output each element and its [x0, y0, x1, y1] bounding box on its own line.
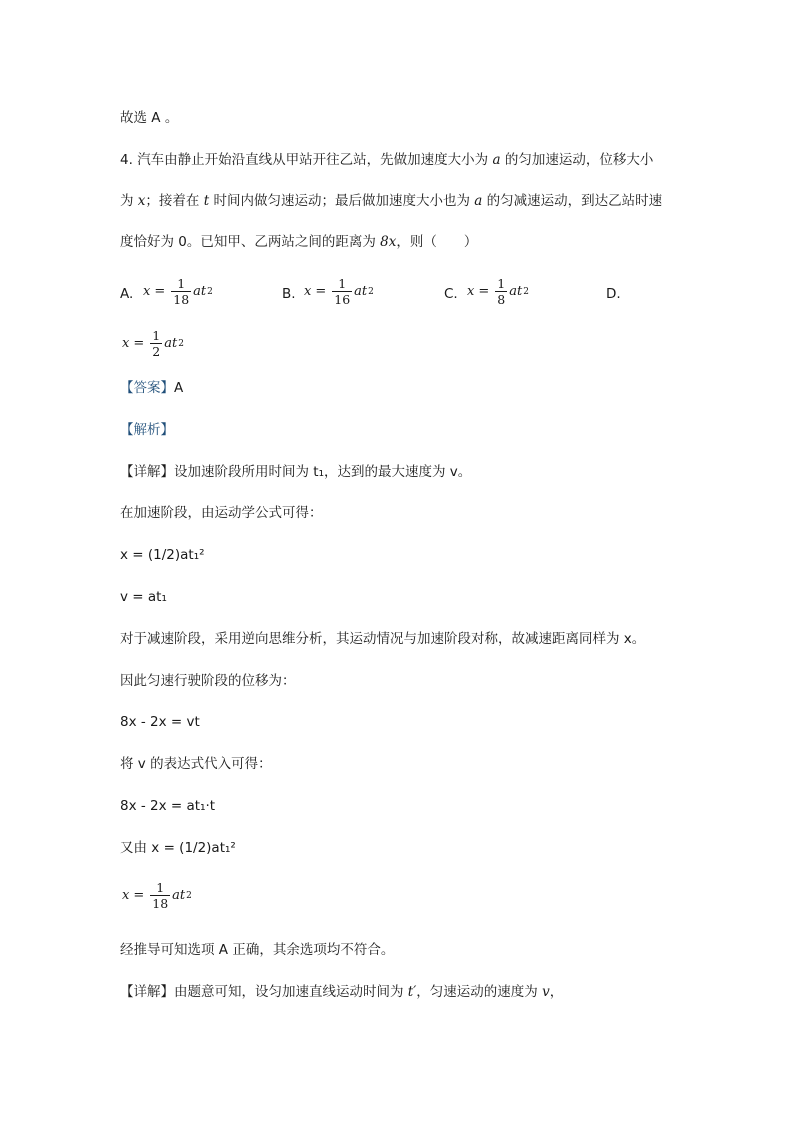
numerator: 1 [177, 276, 186, 291]
detail-line-2 [120, 982, 563, 1002]
formula-rhs: at [164, 336, 178, 351]
answer-line [120, 378, 183, 398]
exponent: 2 [178, 338, 184, 349]
detail-text: 设加速阶段所用时间为 t₁，达到的最大速度为 v。 [174, 464, 472, 480]
exponent: 2 [523, 286, 529, 297]
question-text: 汽车由静止开始沿直线从甲站开往乙站，先做加速度大小为 [137, 152, 493, 168]
equals-sign: = [154, 284, 166, 299]
step-line: 因此匀速行驶阶段的位移为： [120, 673, 296, 689]
fraction [150, 328, 162, 359]
fraction [332, 276, 352, 307]
formula-lhs: x [143, 284, 151, 299]
step-line: 又由 x = (1/2)at₁² [120, 840, 236, 856]
step-line: 对于减速阶段，采用逆向思维分析，其运动情况与加速阶段对称，故减速距离同样为 x。 [120, 631, 646, 647]
numerator: 1 [156, 880, 165, 895]
analysis-tag [120, 420, 174, 440]
equals-sign: = [315, 284, 327, 299]
denominator: 18 [152, 896, 169, 911]
equals-sign: = [478, 284, 490, 299]
detail-text: ， [549, 984, 564, 1000]
question-number: 4. [120, 152, 133, 168]
conclusion-line: 经推导可知选项 A 正确，其余选项均不符合。 [120, 942, 395, 958]
formula-rhs: at [172, 888, 186, 903]
numerator: 1 [152, 328, 161, 343]
fraction [171, 276, 191, 307]
var-x: x [137, 193, 146, 209]
detail-text: ，匀速运动的速度为 [416, 984, 543, 1000]
question-line-2 [120, 191, 662, 211]
formula-lhs: x [304, 284, 312, 299]
fraction [150, 880, 170, 911]
detail-tag: 【详解】 [120, 464, 174, 480]
previous-answer-line: 故选 A 。 [120, 110, 179, 126]
option-d-label: D. [606, 286, 621, 302]
var-v: v [542, 984, 550, 1000]
option-a-formula [143, 276, 213, 307]
exponent: 2 [368, 286, 374, 297]
formula-lhs: x [467, 284, 475, 299]
equals-sign: = [133, 336, 145, 351]
formula-lhs: x [122, 336, 130, 351]
distance-8x: 8x [380, 234, 397, 250]
denominator: 8 [497, 292, 506, 307]
numerator: 1 [338, 276, 347, 291]
result-formula [122, 880, 192, 911]
detail-text: 由题意可知，设匀加速直线运动时间为 [174, 984, 408, 1000]
question-text: 为 [120, 193, 138, 209]
numerator: 1 [497, 276, 506, 291]
question-text: ，则（ ） [396, 234, 478, 250]
question-text: ；接着在 [145, 193, 204, 209]
option-c-label: C. [444, 286, 458, 302]
detail-tag: 【详解】 [120, 984, 174, 1000]
answer-value: A [174, 380, 184, 396]
formula-rhs: at [193, 284, 207, 299]
question-text: 度恰好为 0。已知甲、乙两站之间的距离为 [120, 234, 381, 250]
formula-lhs: x [122, 888, 130, 903]
step-formula: 8x - 2x = at₁·t [120, 798, 216, 814]
option-c-formula [467, 276, 529, 307]
step-line: 将 v 的表达式代入可得： [120, 756, 272, 772]
var-a: a [492, 152, 501, 168]
option-b-formula [304, 276, 374, 307]
equals-sign: = [133, 888, 145, 903]
question-text: 时间内做匀速运动；最后做加速度大小也为 [209, 193, 475, 209]
var-t-prime: t′ [407, 984, 417, 1000]
var-t: t [203, 193, 210, 209]
question-text: 的匀加速运动，位移大小 [500, 152, 654, 168]
step-formula: 8x - 2x = vt [120, 714, 200, 730]
question-line-1 [120, 150, 653, 170]
question-text: 的匀减速运动，到达乙站时速 [482, 193, 663, 209]
option-a-label: A. [120, 286, 134, 302]
option-b-label: B. [282, 286, 296, 302]
detail-line-1 [120, 462, 471, 482]
step-line: 在加速阶段，由运动学公式可得： [120, 505, 323, 521]
denominator: 18 [173, 292, 190, 307]
exponent: 2 [207, 286, 213, 297]
var-a: a [474, 193, 483, 209]
denominator: 2 [152, 344, 161, 359]
formula-rhs: at [354, 284, 368, 299]
exponent: 2 [186, 890, 192, 901]
analysis-label: 【解析】 [120, 422, 174, 438]
step-formula: x = (1/2)at₁² [120, 547, 205, 563]
step-formula: v = at₁ [120, 589, 167, 605]
option-d-formula [122, 328, 184, 359]
formula-rhs: at [509, 284, 523, 299]
question-line-3 [120, 232, 477, 252]
fraction [495, 276, 507, 307]
answer-tag: 【答案】 [120, 380, 174, 396]
denominator: 16 [334, 292, 351, 307]
